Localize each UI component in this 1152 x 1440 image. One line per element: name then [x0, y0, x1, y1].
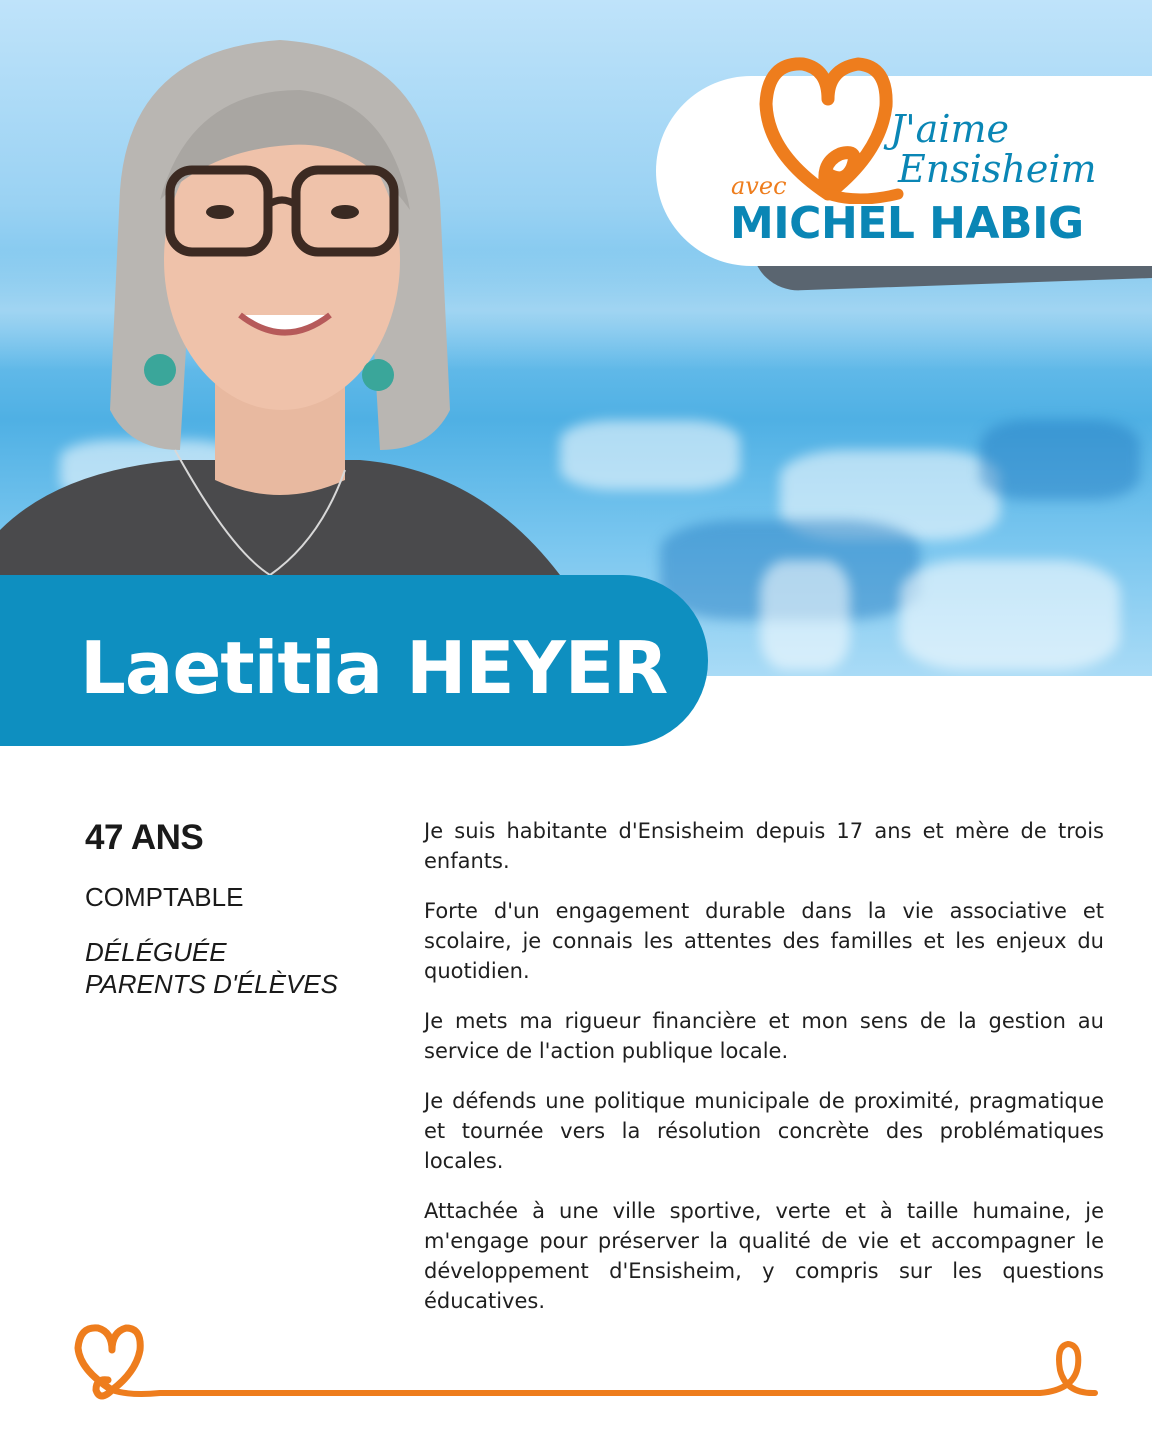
- logo-name: MICHEL HABIG: [730, 198, 1084, 249]
- heart-ribbon-icon: [78, 1328, 140, 1396]
- candidate-job: COMPTABLE: [85, 882, 244, 912]
- blurred-roof: [560, 420, 740, 490]
- blurred-roof: [980, 420, 1140, 500]
- bio-paragraph: Je défends une politique municipale de proximité, pragmatique et tournée vers la résolution concrète des problématiques locales.: [424, 1089, 1104, 1173]
- candidate-name: Laetitia HEYER: [80, 626, 668, 710]
- bio-paragraph: Je suis habitante d'Ensisheim depuis 17 ans et mère de trois enfants.: [424, 819, 1104, 873]
- candidate-age: 47 ANS: [85, 818, 204, 857]
- candidate-bio: [424, 816, 1104, 1336]
- bio-paragraph: Attachée à une ville sportive, verte et à taille humaine, je m'engage pour préserver la qualité de vie et accompagner le développement d'Ensisheim, y compris sur les questions éducatives.: [424, 1199, 1104, 1313]
- footer-ribbon: [0, 1310, 1152, 1430]
- bio-paragraph: Forte d'un engagement durable dans la vie associative et scolaire, je connais les attentes des familles et les enjeux du quotidien.: [424, 899, 1104, 983]
- bio-paragraph: Je mets ma rigueur financière et mon sens de la gestion au service de l'action publique locale.: [424, 1009, 1104, 1063]
- logo-avec: avec: [731, 172, 787, 200]
- logo-jaime: J'aime: [890, 107, 1010, 151]
- candidate-role: DÉLÉGUÉE PARENTS D'ÉLÈVES: [85, 937, 339, 999]
- blurred-roof: [900, 560, 1120, 670]
- blurred-roof: [760, 560, 850, 670]
- candidate-portrait: [0, 30, 560, 590]
- logo-ensisheim: Ensisheim: [898, 147, 1097, 191]
